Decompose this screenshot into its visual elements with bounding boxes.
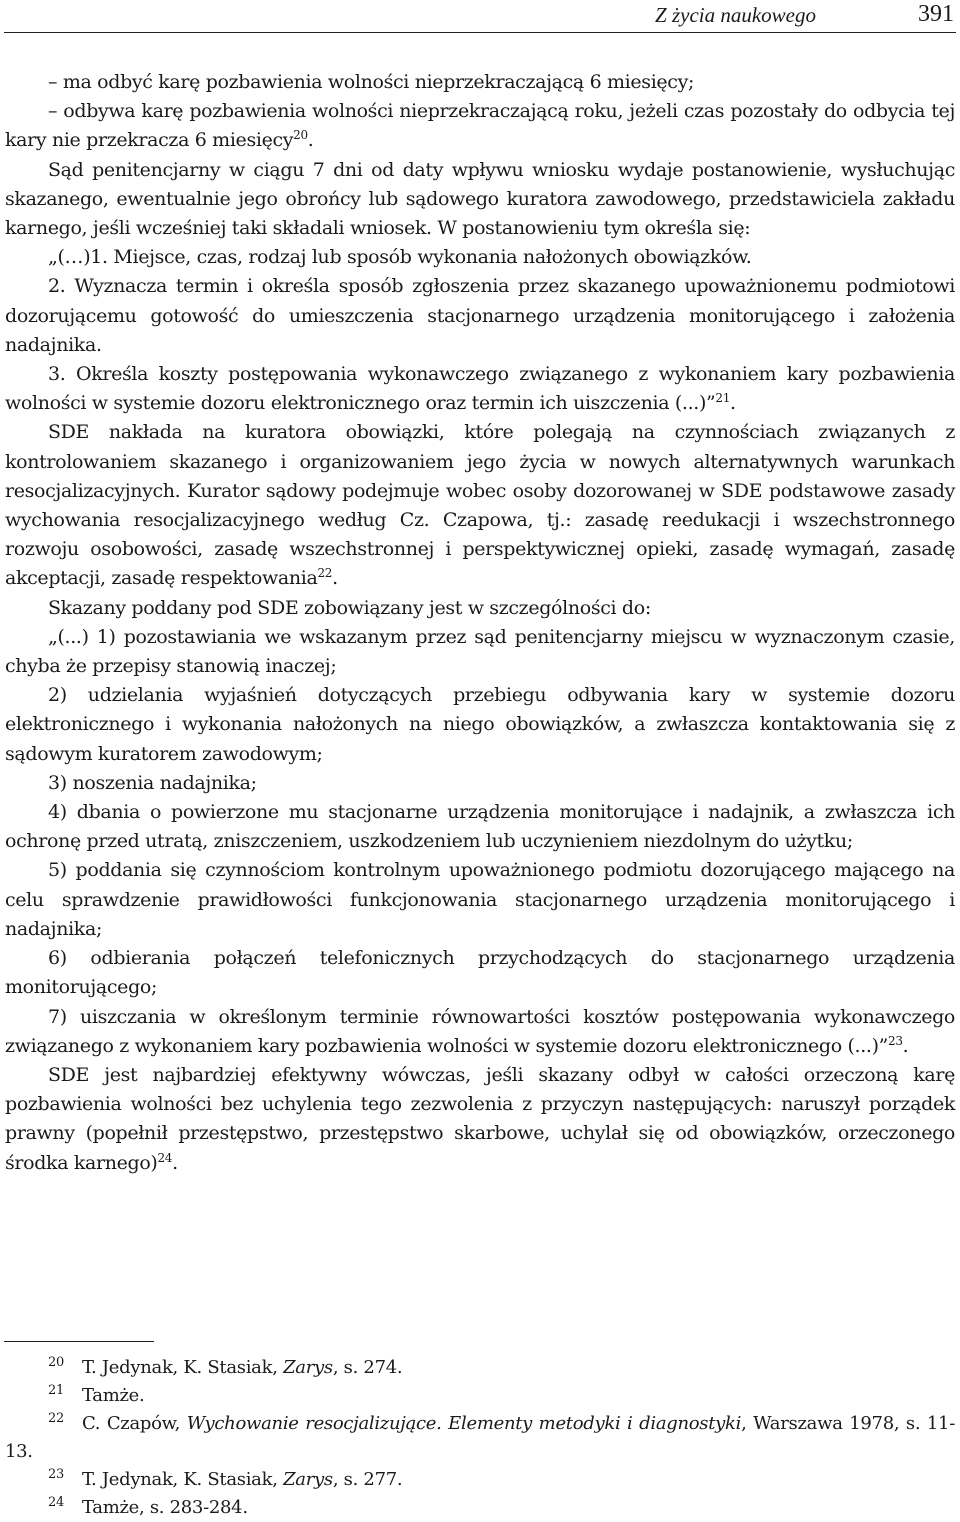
paragraph-text: 7) uiszczania w określonym terminie równowartości kosztów postępowania wykonawczego związanego z wykonaniem kary pozbawienia wolności w systemie dozoru elektronicznego (...)”: [5, 1005, 955, 1057]
paragraph-text: 3. Określa koszty postępowania wykonawczego związanego z wykonaniem kary pozbawienia wolności w systemie dozoru elektronicznego oraz termin ich uiszczenia (...)”: [5, 363, 955, 415]
footnote-ref[interactable]: 20: [293, 128, 308, 143]
paragraph-dash-1: – ma odbyć karę pozbawienia wolności nieprzekraczającą 6 miesięcy;: [48, 71, 695, 93]
footnotes: [5, 1354, 955, 1522]
footnote-ref[interactable]: 23: [888, 1033, 903, 1048]
paragraph-sde-duties: [5, 418, 955, 593]
list-item-7: [5, 1003, 955, 1061]
footnote-number: 22: [48, 1411, 64, 1426]
footnote-title: Wychowanie resocjalizujące. Elementy metodyki i diagnostyki: [186, 1413, 742, 1434]
paragraph-text: SDE jest najbardziej efektywny wówczas, jeśli skazany odbył w całości orzeczoną karę pozbawienia wolności bez uchylenia tego zezwolenia z przyczyn następujących: naruszył porządek prawny (popełnił przestępstwo, przestępstwo skarbowe, uchylał się od obowiązków, orzeczonego środka karnego): [5, 1063, 955, 1174]
list-item-3: 3) noszenia nadajnika;: [48, 771, 257, 794]
paragraph-text: SDE nakłada na kuratora obowiązki, które polegają na czynnościach związanych z kontrolowaniem skazanego i organizowaniem jego życia w nowych alternatywnych warunkach resocjalizacyjnych. Kurator sądowy podejmuje wobec osoby dozorowanej w SDE podstawowe zasady wychowania resocjalizacyjnego według Cz. Czapowa, tj.: zasadę reedukacji i wszechstronnego rozwoju osobowości, zasadę wszechstronnej i perspektywicznej opieki, zasadę wymagań, zasadę akceptacji, zasadę respektowania: [5, 421, 955, 590]
punctuation: .: [307, 129, 314, 152]
footnote-title: Zarys: [283, 1469, 333, 1490]
footnote: [5, 1382, 955, 1410]
footnote-text: T. Jedynak, K. Stasiak,: [81, 1469, 284, 1490]
punctuation: .: [172, 1151, 178, 1174]
footnote: [5, 1466, 955, 1494]
footnote-text: , s. 277.: [332, 1469, 403, 1490]
footnote-number: 23: [48, 1467, 64, 1482]
paragraph-text: – odbywa karę pozbawienia wolności nieprzekraczającą roku, jeżeli czas pozostały do odbycia tej kary nie przekracza 6 miesięcy: [5, 100, 955, 152]
footnote-divider: [4, 1341, 154, 1342]
paragraph-point-3: [5, 360, 955, 418]
footnote-text: Tamże, s. 283-284.: [81, 1497, 248, 1518]
paragraph-efficiency: [5, 1061, 955, 1178]
footnote-text: , s. 274.: [332, 1357, 403, 1378]
page-number: 391: [918, 1, 954, 27]
footnote: [5, 1410, 955, 1466]
list-item-2: 2) udzielania wyjaśnień dotyczących przebiegu odbywania kary w systemie dozoru elektronicznego i wykonania nałożonych na niego obowiązków, a zwłaszcza kontaktowania się z sądowym kuratorem zawodowym;: [5, 684, 955, 765]
list-item-5: 5) poddania się czynnościom kontrolnym upoważnionego podmiotu dozorującego mającego na celu sprawdzenie prawidłowości funkcjonowania stacjonarnego urządzenia monitorującego i nadajnika;: [5, 859, 955, 940]
paragraph-court: Sąd penitencjarny w ciągu 7 dni od daty wpływu wniosku wydaje postanowienie, wysłuchując skazanego, ewentualnie jego obrońcy lub sądowego kuratora zawodowego, przedstawiciela zakładu karnego, jeśli wcześniej taki składali wniosek. W postanowieniu tym określa się:: [5, 158, 955, 240]
running-header: [4, 0, 956, 33]
footnote-title: Zarys: [283, 1357, 333, 1378]
footnote-text: T. Jedynak, K. Stasiak,: [81, 1357, 284, 1378]
list-item-6: 6) odbierania połączeń telefonicznych przychodzących do stacjonarnego urządzenia monitorującego;: [5, 947, 955, 999]
footnote-text: C. Czapów,: [81, 1413, 187, 1434]
footnote-number: 24: [48, 1495, 64, 1510]
footnote-text: Tamże.: [81, 1385, 145, 1406]
footnote-ref[interactable]: 21: [715, 391, 730, 406]
list-item-4: 4) dbania o powierzone mu stacjonarne urządzenia monitorujące i nadajnik, a zwłaszcza ich ochronę przed utratą, zniszczeniem, uszkodzeniem lub uczynieniem niezdolnym do użytku;: [5, 801, 955, 853]
paragraph-point-1: „(…)1. Miejsce, czas, rodzaj lub sposób wykonania nałożonych obowiązków.: [48, 246, 752, 269]
footnote-ref[interactable]: 22: [317, 566, 333, 581]
paragraph-point-2: 2. Wyznacza termin i określa sposób zgłoszenia przez skazanego upoważnionemu podmiotowi dozorującemu gotowość do umieszczenia stacjonarnego urządzenia monitorującego i założenia nadajnika.: [5, 275, 955, 356]
running-title: Z życia naukowego: [655, 3, 816, 27]
punctuation: .: [730, 392, 736, 415]
punctuation: .: [332, 567, 338, 590]
punctuation: .: [902, 1034, 909, 1057]
footnote-ref[interactable]: 24: [157, 1150, 173, 1165]
footnote-number: 20: [48, 1355, 64, 1370]
main-text: [5, 68, 955, 1178]
footnote: [5, 1354, 955, 1382]
footnote-number: 21: [48, 1383, 64, 1398]
paragraph-dash-2: [5, 97, 955, 155]
list-item-1: „(...) 1) pozostawiania we wskazanym przez sąd penitencjarny miejscu w wyznaczonym czasie, chyba że przepisy stanowią inaczej;: [5, 625, 955, 678]
paragraph-obligations-intro: Skazany poddany pod SDE zobowiązany jest w szczególności do:: [48, 596, 651, 619]
footnote: [5, 1494, 955, 1522]
footnote-text: , Warszawa 1978, s. 11-13.: [5, 1413, 955, 1462]
